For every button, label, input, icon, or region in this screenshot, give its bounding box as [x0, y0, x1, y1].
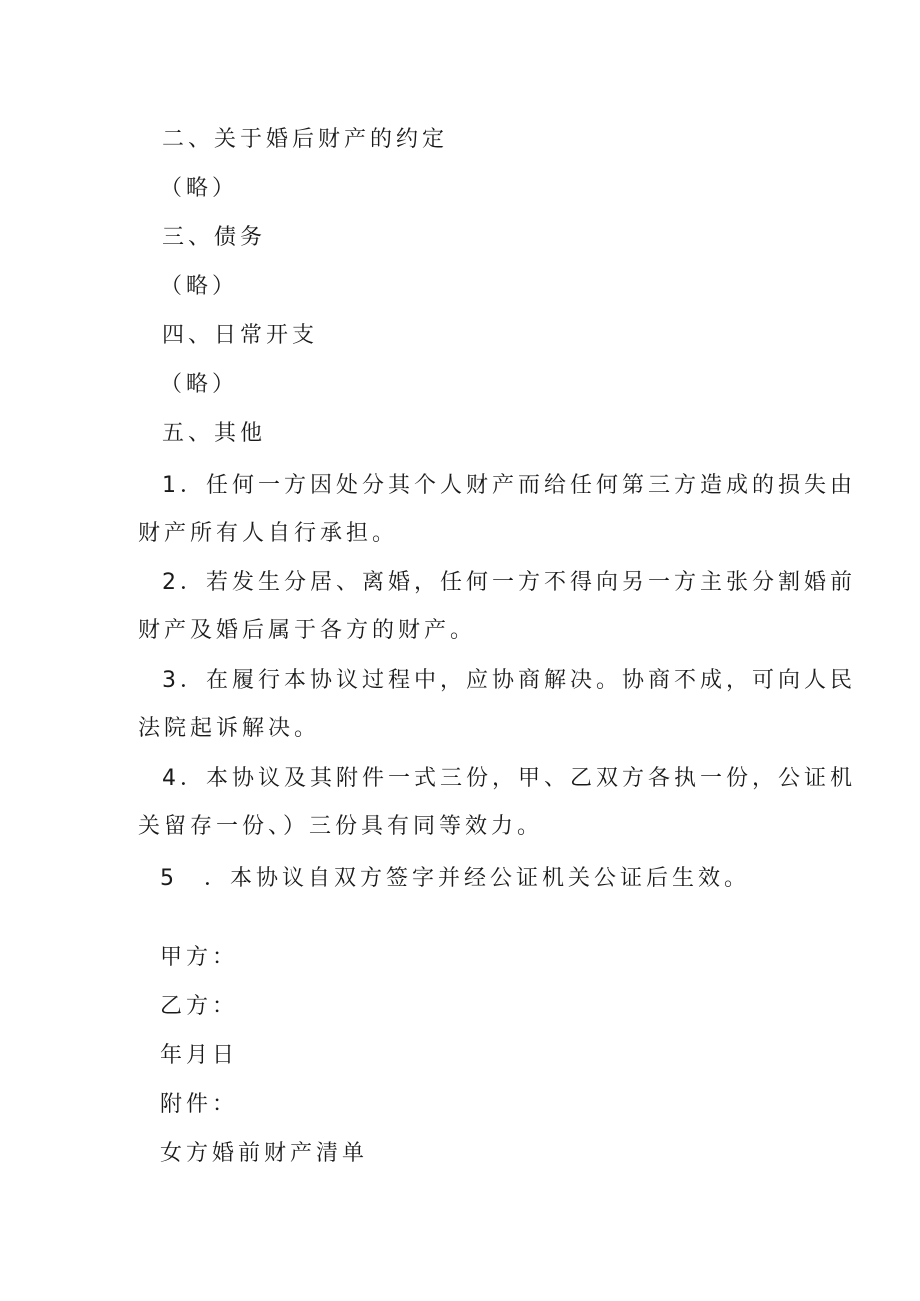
clause-5: 5 ．本协议自双方签字并经公证机关公证后生效。	[160, 866, 750, 891]
party-b-signature: 乙方：	[160, 994, 239, 1019]
section-heading-5: 五、其他	[162, 421, 267, 446]
section-body-4: （略）	[160, 372, 239, 397]
clause-2-line-2: 财产及婚后属于各方的财产。	[138, 618, 477, 643]
attachment-label: 附件：	[160, 1092, 239, 1117]
clause-1-line-1: 1．任何一方因处分其个人财产而给任何第三方造成的损失由	[162, 473, 856, 498]
section-heading-2: 二、关于婚后财产的约定	[162, 127, 449, 152]
signature-date: 年月日	[160, 1043, 239, 1068]
clause-4-line-2: 关留存一份、）三份具有同等效力。	[138, 814, 544, 839]
section-body-2: （略）	[160, 176, 239, 201]
section-body-3: （略）	[160, 274, 239, 299]
clause-3-line-2: 法院起诉解决。	[138, 716, 321, 741]
section-heading-4: 四、日常开支	[162, 323, 319, 348]
attachment-item: 女方婚前财产清单	[160, 1141, 369, 1166]
clause-4-line-1: 4．本协议及其附件一式三份，甲、乙双方各执一份，公证机	[162, 766, 856, 791]
clause-2-line-1: 2．若发生分居、离婚，任何一方不得向另一方主张分割婚前	[162, 570, 856, 595]
party-a-signature: 甲方：	[160, 945, 239, 970]
section-heading-3: 三、债务	[162, 225, 267, 250]
clause-1-line-2: 财产所有人自行承担。	[138, 521, 399, 546]
clause-3-line-1: 3．在履行本协议过程中，应协商解决。协商不成，可向人民	[162, 668, 856, 693]
